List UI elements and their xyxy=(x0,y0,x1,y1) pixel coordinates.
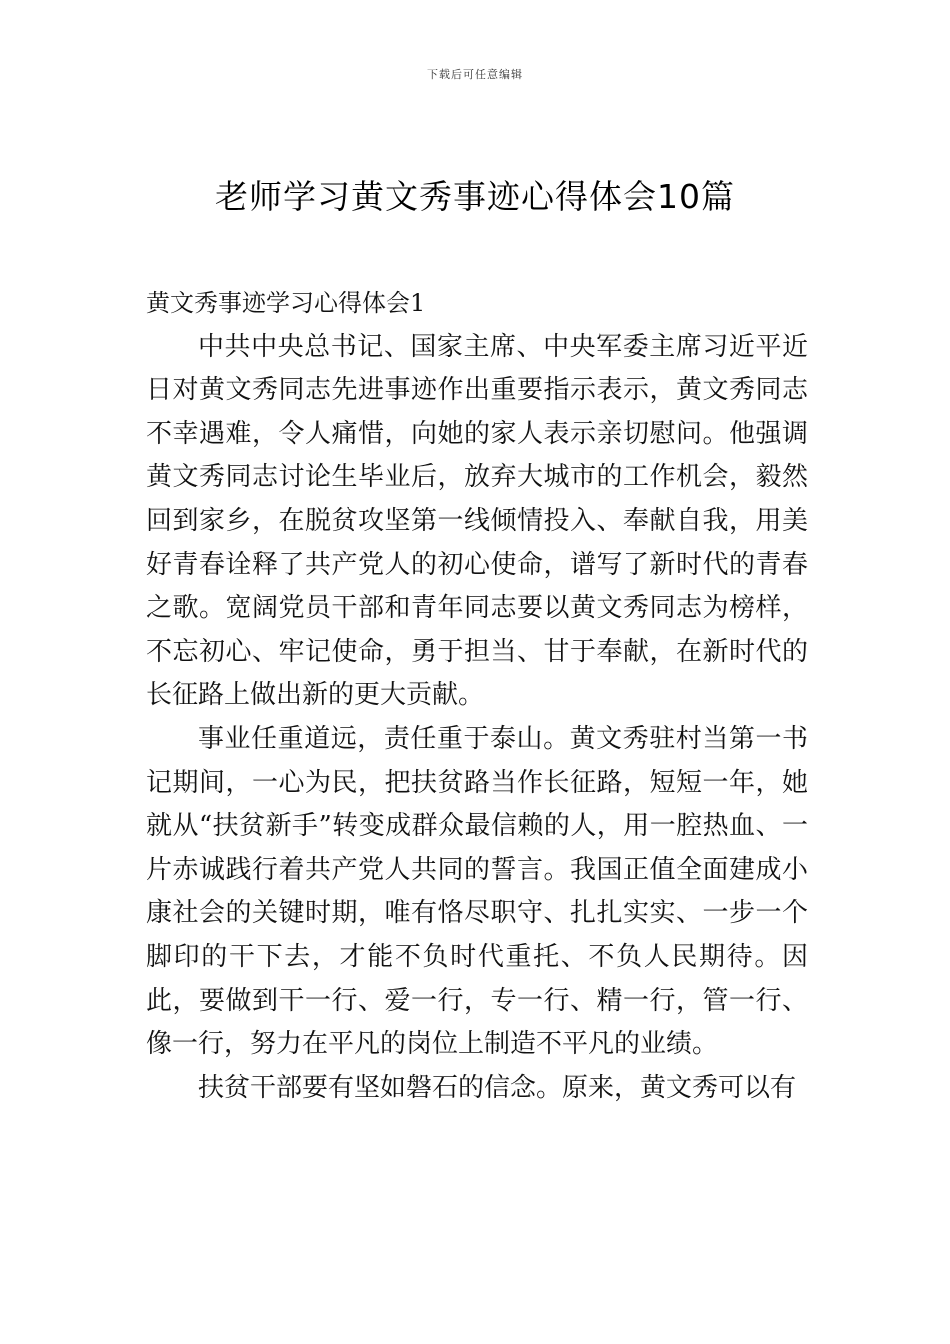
paragraph: 扶贫干部要有坚如磐石的信念。原来，黄文秀可以有 xyxy=(198,1072,797,1103)
document-body xyxy=(146,282,808,1110)
paragraph: 中共中央总书记、国家主席、中央军委主席习近平近日对黄文秀同志先进事迹作出重要指示表示，黄文秀同志不幸遇难，令人痛惜，向她的家人表示亲切慰问。他强调黄文秀同志讨论生毕业后，放弃大城市的工作机会，毅然回到家乡，在脱贫攻坚第一线倾情投入、奉献自我，用美好青春诠释了共产党人的初心使命，谱写了新时代的青春之歌。宽阔党员干部和青年同志要以黄文秀同志为榜样，不忘初心、牢记使命，勇于担当、甘于奉献，在新时代的长征路上做出新的更大贡献。 xyxy=(146,331,808,711)
header-note: 下载后可任意编辑 xyxy=(427,68,523,81)
document-title: 老师学习黄文秀事迹心得体会10篇 xyxy=(215,177,735,216)
section-heading: 黄文秀事迹学习心得体会1 xyxy=(146,289,426,317)
paragraph: 事业任重道远，责任重于泰山。黄文秀驻村当第一书记期间，一心为民，把扶贫路当作长征路，短短一年，她就从“扶贫新手”转变成群众最信赖的人，用一腔热血、一片赤诚践行着共产党人共同的誓言。我国正值全面建成小康社会的关键时期，唯有恪尽职守、扎扎实实、一步一个脚印的干下去，才能不负时代重托、不负人民期待。因此，要做到干一行、爱一行，专一行、精一行，管一行、像一行，努力在平凡的岗位上制造不平凡的业绩。 xyxy=(146,723,808,1060)
